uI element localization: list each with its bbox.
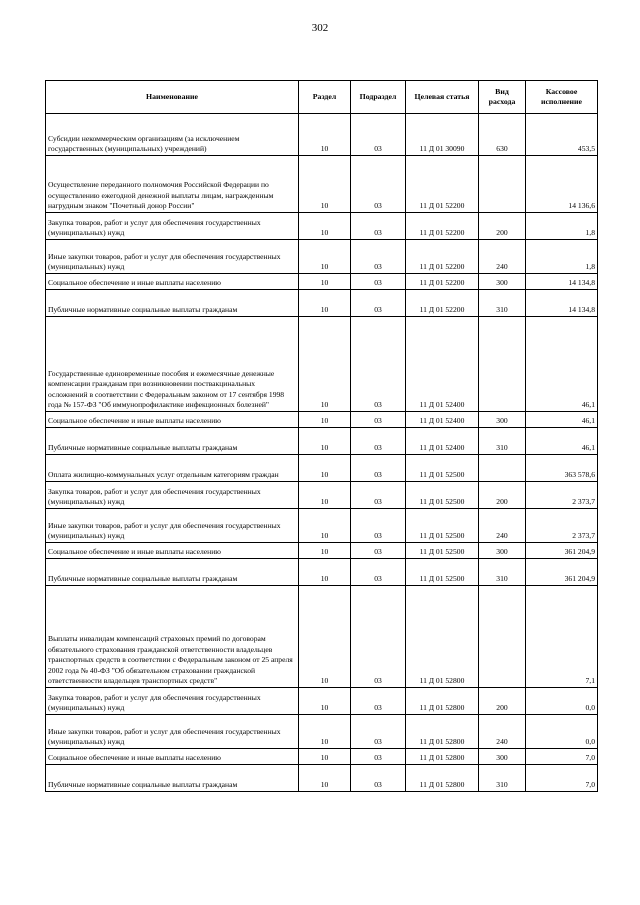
cell-name: Иные закупки товаров, работ и услуг для обеспечения государственных (муниципальных) нужд (46, 715, 299, 749)
cell-amount: 14 134,8 (526, 274, 598, 290)
cell-amount: 361 204,9 (526, 559, 598, 586)
cell-subsection: 03 (351, 543, 406, 559)
cell-amount: 14 136,6 (526, 156, 598, 213)
cell-name: Социальное обеспечение и иные выплаты населению (46, 543, 299, 559)
table-row (46, 715, 598, 749)
table-row (46, 274, 598, 290)
cell-type (479, 586, 526, 688)
cell-name: Оплата жилищно-коммунальных услуг отдельным категориям граждан (46, 455, 299, 482)
cell-amount: 2 373,7 (526, 482, 598, 509)
cell-subsection: 03 (351, 412, 406, 428)
cell-target: 11 Д 01 52400 (406, 412, 479, 428)
table-row (46, 586, 598, 688)
cell-target: 11 Д 01 52200 (406, 156, 479, 213)
cell-name: Социальное обеспечение и иные выплаты населению (46, 274, 299, 290)
header-target: Целевая статья (406, 81, 479, 114)
cell-amount: 363 578,6 (526, 455, 598, 482)
cell-target: 11 Д 01 30090 (406, 114, 479, 156)
cell-subsection: 03 (351, 290, 406, 317)
cell-amount: 7,0 (526, 749, 598, 765)
cell-amount: 14 134,8 (526, 290, 598, 317)
table-row (46, 688, 598, 715)
cell-type: 300 (479, 749, 526, 765)
cell-amount: 46,1 (526, 317, 598, 412)
cell-target: 11 Д 01 52500 (406, 559, 479, 586)
cell-amount: 1,8 (526, 240, 598, 274)
cell-target: 11 Д 01 52800 (406, 688, 479, 715)
cell-section: 10 (299, 428, 351, 455)
cell-type (479, 455, 526, 482)
cell-amount: 46,1 (526, 412, 598, 428)
cell-target: 11 Д 01 52500 (406, 543, 479, 559)
cell-type: 240 (479, 715, 526, 749)
cell-name: Закупка товаров, работ и услуг для обеспечения государственных (муниципальных) нужд (46, 688, 299, 715)
cell-subsection: 03 (351, 559, 406, 586)
cell-section: 10 (299, 213, 351, 240)
table-row (46, 317, 598, 412)
cell-name: Иные закупки товаров, работ и услуг для обеспечения государственных (муниципальных) нужд (46, 240, 299, 274)
cell-amount: 0,0 (526, 688, 598, 715)
cell-target: 11 Д 01 52800 (406, 715, 479, 749)
cell-subsection: 03 (351, 586, 406, 688)
cell-amount: 453,5 (526, 114, 598, 156)
header-section: Раздел (299, 81, 351, 114)
cell-type: 240 (479, 509, 526, 543)
cell-type: 200 (479, 213, 526, 240)
cell-type (479, 317, 526, 412)
cell-section: 10 (299, 290, 351, 317)
cell-subsection: 03 (351, 317, 406, 412)
cell-name: Публичные нормативные социальные выплаты гражданам (46, 765, 299, 792)
header-subsection: Подраздел (351, 81, 406, 114)
cell-type: 310 (479, 428, 526, 455)
cell-subsection: 03 (351, 765, 406, 792)
cell-type: 200 (479, 482, 526, 509)
cell-amount: 7,0 (526, 765, 598, 792)
cell-subsection: 03 (351, 274, 406, 290)
cell-target: 11 Д 01 52200 (406, 213, 479, 240)
cell-section: 10 (299, 317, 351, 412)
table-row (46, 240, 598, 274)
table-row (46, 559, 598, 586)
cell-section: 10 (299, 749, 351, 765)
cell-target: 11 Д 01 52500 (406, 509, 479, 543)
cell-type: 310 (479, 559, 526, 586)
table-row (46, 455, 598, 482)
cell-target: 11 Д 01 52200 (406, 274, 479, 290)
table-row (46, 749, 598, 765)
cell-section: 10 (299, 114, 351, 156)
cell-type: 240 (479, 240, 526, 274)
cell-subsection: 03 (351, 509, 406, 543)
cell-subsection: 03 (351, 240, 406, 274)
cell-subsection: 03 (351, 482, 406, 509)
table-row (46, 412, 598, 428)
cell-name: Социальное обеспечение и иные выплаты населению (46, 412, 299, 428)
cell-target: 11 Д 01 52200 (406, 290, 479, 317)
cell-amount: 1,8 (526, 213, 598, 240)
cell-section: 10 (299, 688, 351, 715)
cell-section: 10 (299, 412, 351, 428)
table-header-row (46, 81, 598, 114)
cell-subsection: 03 (351, 156, 406, 213)
cell-name: Субсидии некоммерческим организациям (за исключением государственных (муниципальных) учреждений) (46, 114, 299, 156)
cell-type: 300 (479, 274, 526, 290)
cell-type: 200 (479, 688, 526, 715)
cell-section: 10 (299, 274, 351, 290)
cell-subsection: 03 (351, 715, 406, 749)
table-row (46, 114, 598, 156)
table-row (46, 428, 598, 455)
cell-target: 11 Д 01 52400 (406, 428, 479, 455)
cell-target: 11 Д 01 52500 (406, 455, 479, 482)
cell-name: Государственные единовременные пособия и ежемесячные денежные компенсации гражданам при возникновении поствакцинальных осложнений в соответствии с Федеральным законом от 17 сентября 1998 года № 157-ФЗ "Об иммунопрофилактике инфекционных болезней" (46, 317, 299, 412)
table-row (46, 156, 598, 213)
cell-type: 310 (479, 765, 526, 792)
cell-type: 310 (479, 290, 526, 317)
cell-section: 10 (299, 240, 351, 274)
budget-table (45, 80, 598, 792)
cell-amount: 2 373,7 (526, 509, 598, 543)
cell-name: Публичные нормативные социальные выплаты гражданам (46, 290, 299, 317)
table-row (46, 543, 598, 559)
table-row (46, 213, 598, 240)
cell-section: 10 (299, 586, 351, 688)
cell-section: 10 (299, 765, 351, 792)
cell-subsection: 03 (351, 749, 406, 765)
cell-amount: 361 204,9 (526, 543, 598, 559)
cell-section: 10 (299, 509, 351, 543)
cell-subsection: 03 (351, 688, 406, 715)
table-row (46, 290, 598, 317)
cell-section: 10 (299, 156, 351, 213)
cell-name: Иные закупки товаров, работ и услуг для обеспечения государственных (муниципальных) нужд (46, 509, 299, 543)
cell-name: Публичные нормативные социальные выплаты гражданам (46, 428, 299, 455)
cell-section: 10 (299, 559, 351, 586)
cell-section: 10 (299, 715, 351, 749)
cell-target: 11 Д 01 52500 (406, 482, 479, 509)
cell-target: 11 Д 01 52400 (406, 317, 479, 412)
header-name: Наименование (46, 81, 299, 114)
cell-section: 10 (299, 482, 351, 509)
cell-type: 300 (479, 543, 526, 559)
cell-name: Публичные нормативные социальные выплаты гражданам (46, 559, 299, 586)
cell-subsection: 03 (351, 455, 406, 482)
cell-subsection: 03 (351, 213, 406, 240)
cell-amount: 46,1 (526, 428, 598, 455)
header-amount: Кассовое исполнение (526, 81, 598, 114)
cell-name: Выплаты инвалидам компенсаций страховых премий по договорам обязательного страхования гражданской ответственности владельцев транспортных средств в соответствии с Федеральным законом от 25 апреля 2002 года № 40-ФЗ "Об обязательном страховании гражданской ответственности владельцев транспортных средств" (46, 586, 299, 688)
cell-amount: 0,0 (526, 715, 598, 749)
cell-type: 300 (479, 412, 526, 428)
cell-name: Закупка товаров, работ и услуг для обеспечения государственных (муниципальных) нужд (46, 213, 299, 240)
cell-target: 11 Д 01 52800 (406, 765, 479, 792)
header-type: Вид расхода (479, 81, 526, 114)
cell-subsection: 03 (351, 114, 406, 156)
cell-subsection: 03 (351, 428, 406, 455)
cell-section: 10 (299, 455, 351, 482)
cell-target: 11 Д 01 52800 (406, 749, 479, 765)
table-row (46, 765, 598, 792)
table-row (46, 509, 598, 543)
table-row (46, 482, 598, 509)
cell-type (479, 156, 526, 213)
page-number: 302 (311, 22, 329, 34)
cell-type: 630 (479, 114, 526, 156)
cell-name: Социальное обеспечение и иные выплаты населению (46, 749, 299, 765)
cell-amount: 7,1 (526, 586, 598, 688)
cell-section: 10 (299, 543, 351, 559)
cell-name: Осуществление переданного полномочия Российской Федерации по осуществлению ежегодной денежной выплаты лицам, награжденным нагрудным знаком "Почетный донор России" (46, 156, 299, 213)
cell-target: 11 Д 01 52800 (406, 586, 479, 688)
cell-target: 11 Д 01 52200 (406, 240, 479, 274)
cell-name: Закупка товаров, работ и услуг для обеспечения государственных (муниципальных) нужд (46, 482, 299, 509)
